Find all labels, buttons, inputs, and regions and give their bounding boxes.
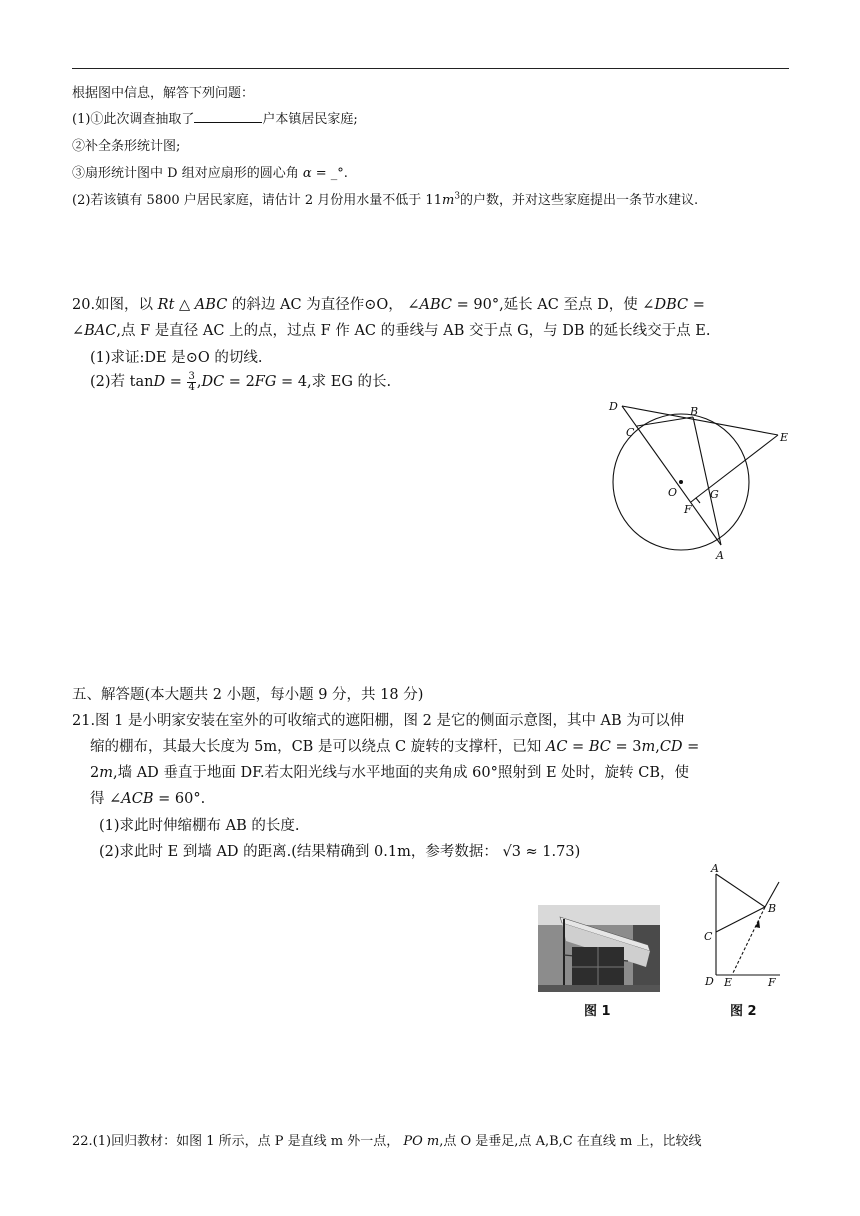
label-c: C <box>704 930 713 943</box>
q21-part1: (1)求此时伸缩棚布 AB 的长度. <box>99 818 300 834</box>
label-d: D <box>609 400 618 413</box>
label-a: A <box>716 549 724 562</box>
q20-circle-figure <box>600 395 800 565</box>
q19-intro: 根据图中信息，解答下列问题： <box>72 86 255 101</box>
q21-side-diagram <box>696 862 790 990</box>
label-o: O <box>668 486 678 499</box>
awning-photo <box>538 905 660 992</box>
label-b: B <box>690 405 699 418</box>
label-f: F <box>684 503 692 516</box>
figure1-caption: 图 1 <box>584 1004 611 1019</box>
label-e: E <box>724 976 733 989</box>
label-f: F <box>768 976 776 989</box>
label-a: A <box>711 862 719 875</box>
right-angle-mark-f <box>691 498 700 503</box>
q20-part2: (2)若 tanD = $\frac{3}{4}$ ,DC = 2FG = 4,求 EG 的长. <box>90 370 392 393</box>
label-b: B <box>768 902 777 915</box>
figure2-caption: 图 2 <box>730 1004 757 1019</box>
q19-part4: (2)若该镇有 5800 户居民家庭，请估计 2 月份用水量不低于 $11m^3$的户数，并对这些家庭提出一条节水建议. <box>72 191 699 208</box>
q21-line1: 21.图 1 是小明家安装在室外的可收缩式的遮阳棚，图 2 是它的侧面示意图，其中 AB 为可以伸 <box>72 713 685 729</box>
header-rule <box>72 68 789 69</box>
q21-line4: 得 ∠ACB = 60°. <box>90 791 206 807</box>
q22-line1: 22.(1)回归教材：如图 1 所示，点 P 是直线 m 外一点， PO m,点 O 是垂足,点 A,B,C 在直线 m 上，比较线 <box>72 1134 702 1149</box>
label-c: C <box>626 426 635 439</box>
awning-ab <box>716 874 765 907</box>
q20-part1: (1)求证:DE 是⊙O 的切线. <box>90 350 263 366</box>
support-cb <box>716 907 765 932</box>
q20-line2: ∠BAC,点 F 是直径 AC 上的点，过点 F 作 AC 的垂线与 AB 交于点 G，与 DB 的延长线交于点 E. <box>72 323 711 339</box>
segment-de <box>622 406 778 435</box>
q19-part2: ②补全条形统计图; <box>72 139 181 154</box>
q20-line1: 20.如图，以 Rt △ ABC 的斜边 AC 为直径作⊙O， ∠ABC = 90°,延长 AC 至点 D，使 ∠DBC = <box>72 297 705 313</box>
section-5-heading: 五、解答题(本大题共 2 小题，每小题 9 分，共 18 分) <box>72 687 424 703</box>
answer-blank <box>194 110 262 123</box>
q19-part3: ③扇形统计图中 D 组对应扇形的圆心角 α = _°. <box>72 166 348 181</box>
segment-fe <box>696 435 778 498</box>
sun-ray-dashed <box>732 907 765 975</box>
center-dot <box>679 480 683 484</box>
label-e: E <box>780 431 789 444</box>
q21-line2: 缩的棚布，其最大长度为 5m，CB 是可以绕点 C 旋转的支撑杆，已知 AC = BC = 3m,CD = <box>90 739 700 755</box>
q21-part2: (2)求此时 E 到墙 AD 的距离.(结果精确到 0.1m，参考数据： √3 ≈ 1.73) <box>99 844 581 860</box>
fraction-three-quarters: $\frac{3}{4}$ <box>188 370 195 393</box>
q19-part1: (1)①此次调查抽取了 户本镇居民家庭; <box>72 112 358 127</box>
segment-bc <box>637 417 693 426</box>
q21-line3: 2m,墙 AD 垂直于地面 DF.若太阳光线与水平地面的夹角成 60°照射到 E 处时，旋转 CB，使 <box>90 765 690 781</box>
label-d: D <box>705 975 714 988</box>
label-g: G <box>710 488 719 501</box>
